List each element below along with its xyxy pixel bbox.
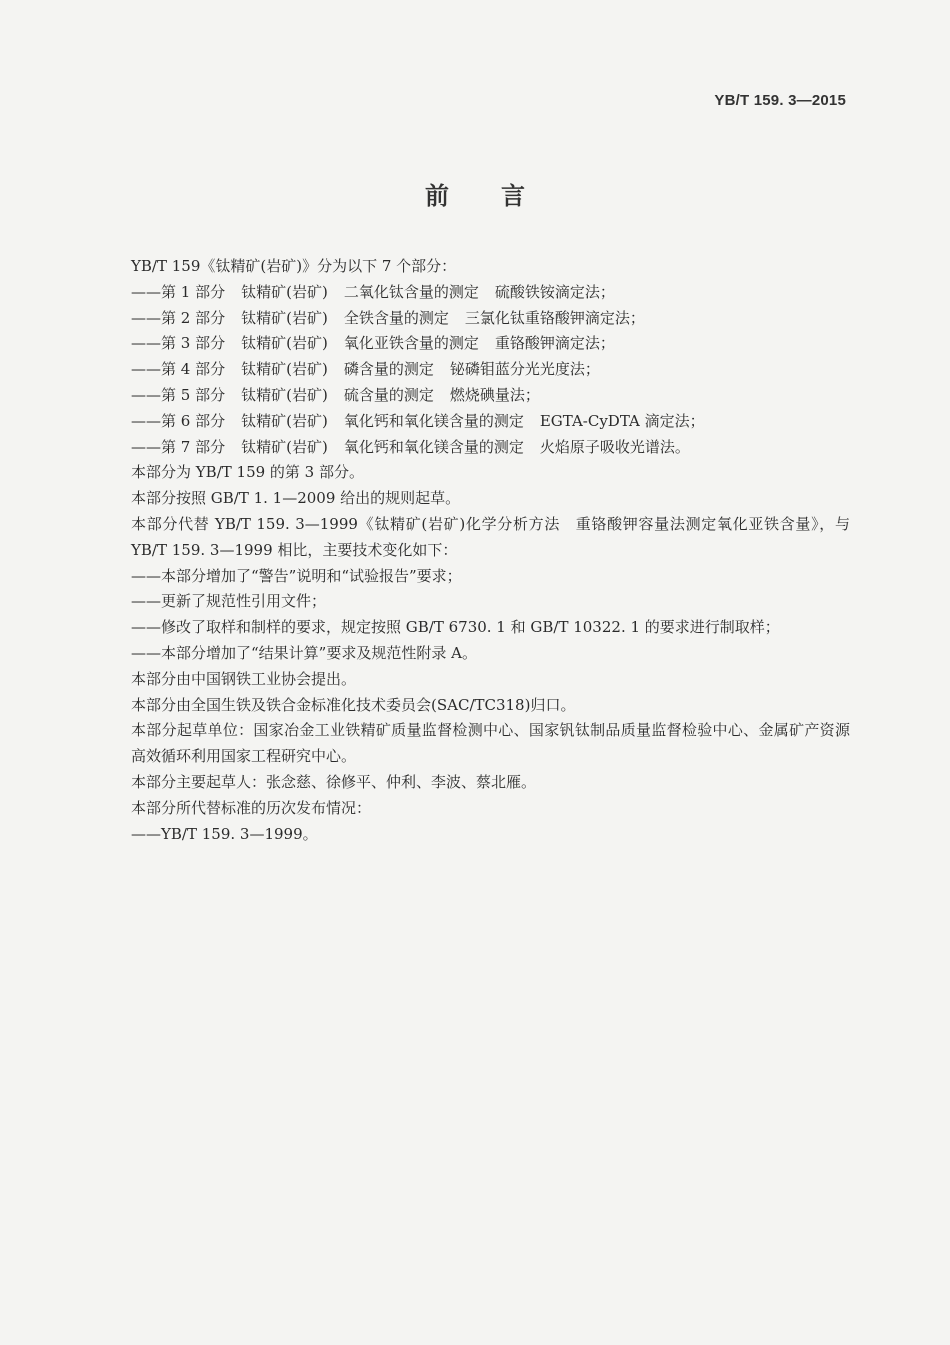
change-item: ——修改了取样和制样的要求，规定按照 GB/T 6730. 1 和 GB/T 10322. 1 的要求进行制取样； [131, 618, 780, 637]
intro-line: YB/T 159《钛精矿(岩矿)》分为以下 7 个部分： [131, 257, 457, 275]
paragraph-centralized-by: 本部分由全国生铁及铁合金标准化技术委员会(SAC/TC318)归口。 [131, 695, 576, 714]
paragraph-replacement: 本部分代替 YB/T 159. 3—1999《钛精矿(岩矿)化学分析方法 重铬酸钾容量法测定氧化亚铁含量》，与 YB/T 159. 3—1999 相比，主要技术变化如下： [131, 514, 850, 559]
parts-list [98, 280, 850, 461]
part-item: ——第 4 部分 钛精矿(岩矿) 磷含量的测定 铋磷钼蓝分光光度法； [131, 360, 600, 379]
paragraph-part-number: 本部分为 YB/T 159 的第 3 部分。 [131, 463, 364, 482]
part-item: ——第 2 部分 钛精矿(岩矿) 全铁含量的测定 三氯化钛重铬酸钾滴定法； [131, 308, 645, 327]
paragraph-proposed-by: 本部分由中国钢铁工业协会提出。 [131, 669, 357, 688]
paragraph-drafting-units: 本部分起草单位：国家冶金工业铁精矿质量监督检测中心、国家钒钛制品质量监督检验中心、金属矿产资源高效循环利用国家工程研究中心。 [131, 721, 850, 766]
paragraph-history: 本部分所代替标准的历次发布情况： [131, 798, 372, 817]
paragraph-drafting-rules: 本部分按照 GB/T 1. 1—2009 给出的规则起草。 [131, 489, 461, 508]
change-item: ——更新了规范性引用文件； [131, 592, 327, 611]
change-item: ——本部分增加了“结果计算”要求及规范性附录 A。 [131, 643, 477, 662]
changes-list [98, 564, 850, 667]
part-item: ——第 6 部分 钛精矿(岩矿) 氧化钙和氧化镁含量的测定 EGTA-CyDTA 滴定法； [131, 411, 705, 430]
part-item: ——第 7 部分 钛精矿(岩矿) 氧化钙和氧化镁含量的测定 火焰原子吸收光谱法。 [131, 437, 690, 456]
title-char-1: 前 [425, 182, 449, 210]
foreword-body [98, 254, 850, 847]
part-item: ——第 3 部分 钛精矿(岩矿) 氧化亚铁含量的测定 重铬酸钾滴定法； [131, 334, 615, 353]
history-item: ——YB/T 159. 3—1999。 [131, 824, 318, 843]
page-title [0, 176, 950, 211]
standard-code: YB/T 159. 3—2015 [714, 92, 846, 109]
title-char-2: 言 [501, 182, 525, 210]
part-item: ——第 1 部分 钛精矿(岩矿) 二氧化钛含量的测定 硫酸铁铵滴定法； [131, 282, 615, 301]
change-item: ——本部分增加了“警告”说明和“试验报告”要求； [131, 566, 462, 585]
part-item: ——第 5 部分 钛精矿(岩矿) 硫含量的测定 燃烧碘量法； [131, 385, 540, 404]
paragraph-drafters: 本部分主要起草人：张念慈、徐修平、仲利、李波、蔡北雁。 [131, 772, 537, 791]
